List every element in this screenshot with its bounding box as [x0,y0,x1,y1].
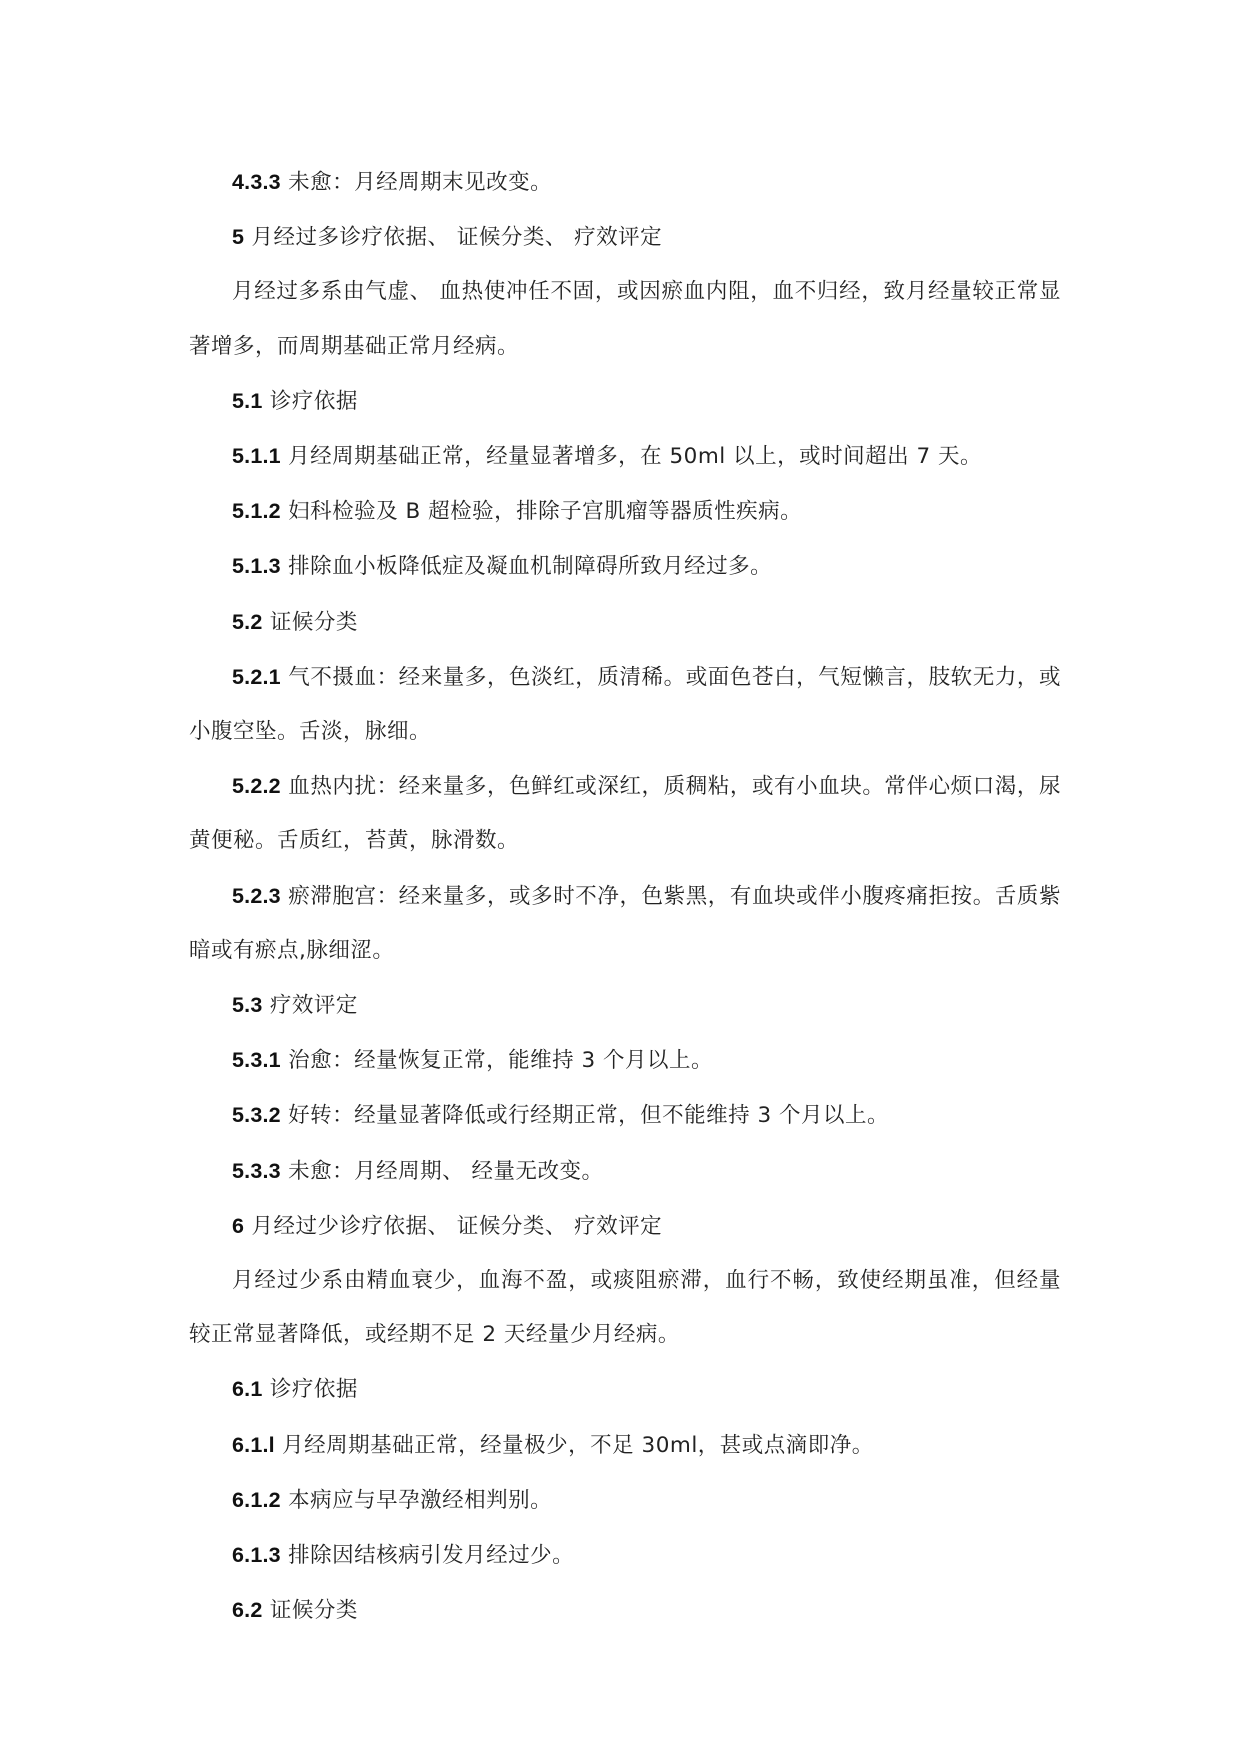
paragraph-text: 妇科检验及 B 超检验，排除子宫肌瘤等器质性疾病。 [280,499,803,525]
heading-text: 诊疗依据 [262,388,358,414]
paragraph-5-1-1 [189,429,1061,484]
section-number: 5.2.3 [232,883,281,908]
section-number: 5.3.3 [232,1158,281,1183]
section-number: 5.2.1 [232,664,281,689]
paragraph-6-1-3 [189,1528,1061,1583]
paragraph-text: 治愈：经量恢复正常，能维持 3 个月以上。 [280,1048,714,1074]
section-number: 5.3.1 [232,1048,281,1073]
paragraph-5-1-2 [189,484,1061,539]
section-number: 6.1 [232,1377,263,1402]
paragraph-5-1-3 [189,539,1061,594]
section-number: 6.1.l [232,1432,275,1457]
section-number: 4.3.3 [232,170,281,194]
section-number: 5.1.2 [232,499,281,524]
heading-text: 证候分类 [262,1598,358,1624]
paragraph-5-3-2 [189,1088,1061,1143]
paragraph-definition-5 [189,265,1061,373]
paragraph-text: 未愈：月经周期末见改变。 [280,170,553,195]
heading-section-5 [189,210,1061,265]
section-number: 5.2.2 [232,774,281,799]
heading-text: 月经过少诊疗依据、 证候分类、 疗效评定 [244,1213,663,1239]
paragraph-5-2-2 [189,759,1061,868]
heading-text: 月经过多诊疗依据、 证候分类、 疗效评定 [244,225,663,251]
paragraph-6-1-1 [189,1418,1061,1473]
heading-5-1 [189,374,1061,429]
paragraph-5-3-3 [189,1144,1061,1199]
section-number: 5.2 [232,609,263,634]
section-number: 6.1.2 [232,1487,281,1512]
heading-text: 证候分类 [262,609,358,635]
heading-6-2 [189,1583,1061,1638]
paragraph-4-3-3 [189,155,1061,210]
paragraph-text: 月经周期基础正常，经量极少，不足 30ml，甚或点滴即净。 [274,1432,874,1458]
section-number: 6.2 [232,1598,263,1623]
paragraph-text: 瘀滞胞宫：经来量多，或多时不净，色紫黑，有血块或伴小腹疼痛拒按。舌质紫暗或有瘀点,脉细涩。 [189,883,1061,963]
paragraph-definition-6 [189,1254,1061,1362]
section-number: 5.3.2 [232,1103,281,1128]
section-number: 5.3 [232,993,263,1018]
paragraph-text: 排除血小板降低症及凝血机制障碍所致月经过多。 [280,554,773,580]
section-number: 5.1 [232,388,263,413]
paragraph-text: 月经过多系由气虚、 血热使冲任不固，或因瘀血内阻，血不归经，致月经量较正常显著增多，而周期基础正常月经病。 [189,279,1061,359]
paragraph-text: 排除因结核病引发月经过少。 [280,1543,575,1569]
section-number: 5 [232,225,245,250]
paragraph-text: 月经周期基础正常，经量显著增多，在 50ml 以上，或时间超出 7 天。 [280,444,982,470]
paragraph-text: 血热内扰：经来量多，色鲜红或深红，质稠粘，或有小血块。常伴心烦口渴，尿黄便秘。舌质红，苔黄，脉滑数。 [189,774,1061,854]
heading-6-1 [189,1362,1061,1417]
section-number: 6 [232,1213,245,1238]
paragraph-text: 本病应与早孕激经相判别。 [280,1487,553,1513]
section-number: 6.1.3 [232,1543,281,1568]
heading-text: 疗效评定 [262,993,358,1019]
paragraph-5-2-1 [189,650,1061,759]
paragraph-text: 未愈：月经周期、 经量无改变。 [280,1158,604,1184]
section-number: 5.1.1 [232,444,281,469]
heading-section-6 [189,1199,1061,1254]
section-number: 5.1.3 [232,554,281,579]
heading-text: 诊疗依据 [262,1377,358,1403]
heading-5-3 [189,978,1061,1033]
document-body [189,155,1061,1638]
paragraph-5-3-1 [189,1033,1061,1088]
paragraph-text: 好转：经量显著降低或行经期正常，但不能维持 3 个月以上。 [280,1103,890,1129]
paragraph-text: 月经过少系由精血衰少，血海不盈，或痰阻瘀滞，血行不畅，致使经期虽准，但经量较正常显著降低，或经期不足 2 天经量少月经病。 [189,1268,1061,1348]
heading-5-2 [189,595,1061,650]
paragraph-5-2-3 [189,869,1061,978]
paragraph-6-1-2 [189,1473,1061,1528]
paragraph-text: 气不摄血：经来量多，色淡红，质清稀。或面色苍白，气短懒言，肢软无力，或小腹空坠。舌淡，脉细。 [189,664,1061,745]
